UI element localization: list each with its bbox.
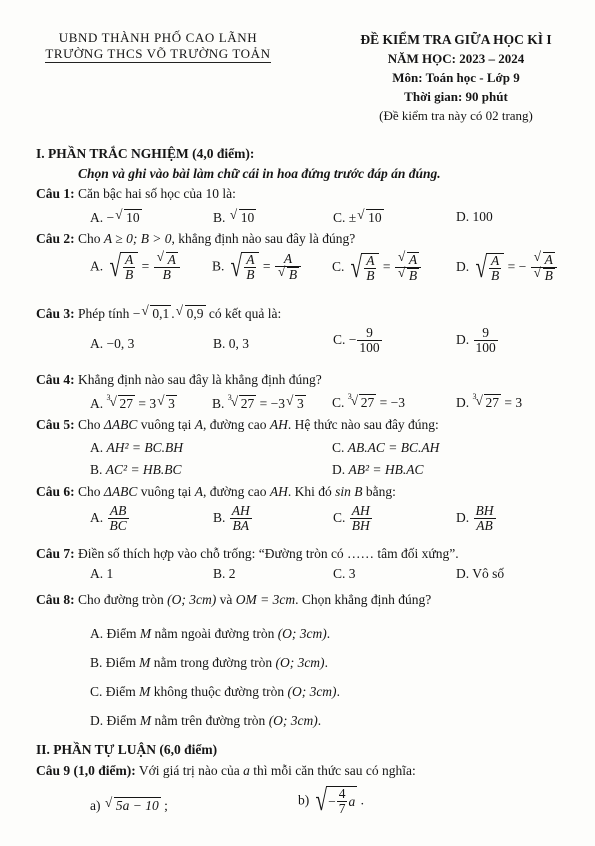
school-year: NĂM HỌC: 2023 – 2024 [387,51,525,66]
section2-title: II. PHẦN TỰ LUẬN (6,0 điểm) [36,742,218,757]
q3-option-d: D. $\frac{9}{100}$ [456,325,496,356]
subject: Môn: Toán học - Lớp 9 [392,70,520,85]
section1-instruction: Chọn và ghi vào bài làm chữ cái in hoa đứng trước đáp án đúng. [78,166,441,181]
q1-option-a: A. −√ 10 [90,209,142,226]
q4-option-b: B. 3 √ 27 = −3√ 3 [212,395,306,412]
q2-option-d: D. √ $\frac{A}{B}$ = − √ A √ B [456,252,558,283]
q1-option-b: B. √ 10 [213,209,256,226]
q8-option-b: B. Điểm M nằm trong đường tròn (O; 3cm). [90,655,328,670]
q1-text: Căn bậc hai số học của 10 là: [74,186,236,201]
q5-option-c: C. AB.AC = BC.AH [332,440,440,455]
q1-label: Câu 1: [36,186,75,201]
header-left [8,30,308,62]
question-5: Câu 5: Cho ΔABC vuông tại A, đường cao AH. Hệ thức nào sau đây đúng: [36,417,439,432]
q3-option-b: B. 0, 3 [213,336,250,351]
question-7: Câu 7: Điền số thích hợp vào chỗ trống: “Đường tròn có …… tâm đối xứng”. [36,546,459,561]
q8-option-a: A. Điểm M nằm ngoài đường tròn (O; 3cm). [90,626,331,641]
question-8: Câu 8: Cho đường tròn (O; 3cm) và OM = 3cm. Chọn khẳng định đúng? [36,592,432,607]
q6-option-c: C. $\frac{AH}{BH}$ [333,503,370,534]
question-6: Câu 6: Cho ΔABC vuông tại A, đường cao AH. Khi đó sin B bằng: [36,484,396,499]
question-3: Câu 3: Phép tính −√ 0,1 .√ 0,9 có kết quả là: [36,305,281,322]
q4-option-a: A. 3 √ 27 = 3√ 3 [90,395,177,412]
q6-option-d: D. $\frac{BH}{AB}$ [456,503,494,534]
question-2: Câu 2: Cho A ≥ 0; B > 0, khẳng định nào sau đây là đúng? [36,231,356,246]
q3-option-c: C. − $\frac{9}{100}$ [333,325,380,356]
q2-option-c: C. √ $\frac{A}{B}$ = √ A √ B [332,252,422,283]
school-name: TRƯỜNG THCS VÕ TRƯỜNG TOẢN [45,46,271,61]
q6-option-a: A. $\frac{AB}{BC}$ [90,503,127,534]
q7-option-a: A. 1 [90,566,114,581]
duration: Thời gian: 90 phút [404,89,508,104]
header-right [318,30,594,125]
q4-option-d: D. 3 √ 27 = 3 [456,392,523,410]
q1-option-c: C. ±√ 10 [333,209,384,226]
q3-option-a: A. −0, 3 [90,336,135,351]
page-count-note: (Đề kiểm tra này có 02 trang) [379,108,533,123]
section1-title: I. PHẦN TRẮC NGHIỆM (4,0 điểm): [36,146,255,161]
question-1 [36,186,236,202]
q7-option-b: B. 2 [213,566,236,581]
question-9: Câu 9 (1,0 điểm): Với giá trị nào của a thì mỗi căn thức sau có nghĩa: [36,763,416,778]
q5-option-b: B. AC² = HB.BC [90,462,182,477]
q5-option-a: A. AH² = BC.BH [90,440,184,455]
q9-part-a: a) √ 5a − 10 ; [90,797,168,814]
q2-option-b: B. √ $\frac{A}{B}$ = A √ B [212,252,302,282]
q7-option-c: C. 3 [333,566,356,581]
q4-option-c: C. 3 √ 27 = −3 [332,392,405,410]
q9-part-b: b) √ − $\frac{4}{7}$ a . [298,784,364,818]
district-name: UBND THÀNH PHỐ CAO LÃNH [58,30,258,45]
q8-option-d: D. Điểm M nằm trên đường tròn (O; 3cm). [90,713,322,728]
q2-option-a: A. √ $\frac{A}{B}$ = √ $\frac{A}{B}$ [90,252,181,282]
q1-option-d: D. 100 [456,209,493,224]
q6-option-b: B. $\frac{AH}{BA}$ [213,503,250,534]
exam-title: ĐỀ KIỂM TRA GIỮA HỌC KÌ I [360,32,552,47]
q7-option-d: D. Vô số [456,566,505,581]
q8-option-c: C. Điểm M không thuộc đường tròn (O; 3cm). [90,684,340,699]
q5-option-d: D. AB² = HB.AC [332,462,424,477]
question-4: Câu 4: Khẳng định nào sau đây là khẳng định đúng? [36,372,322,387]
